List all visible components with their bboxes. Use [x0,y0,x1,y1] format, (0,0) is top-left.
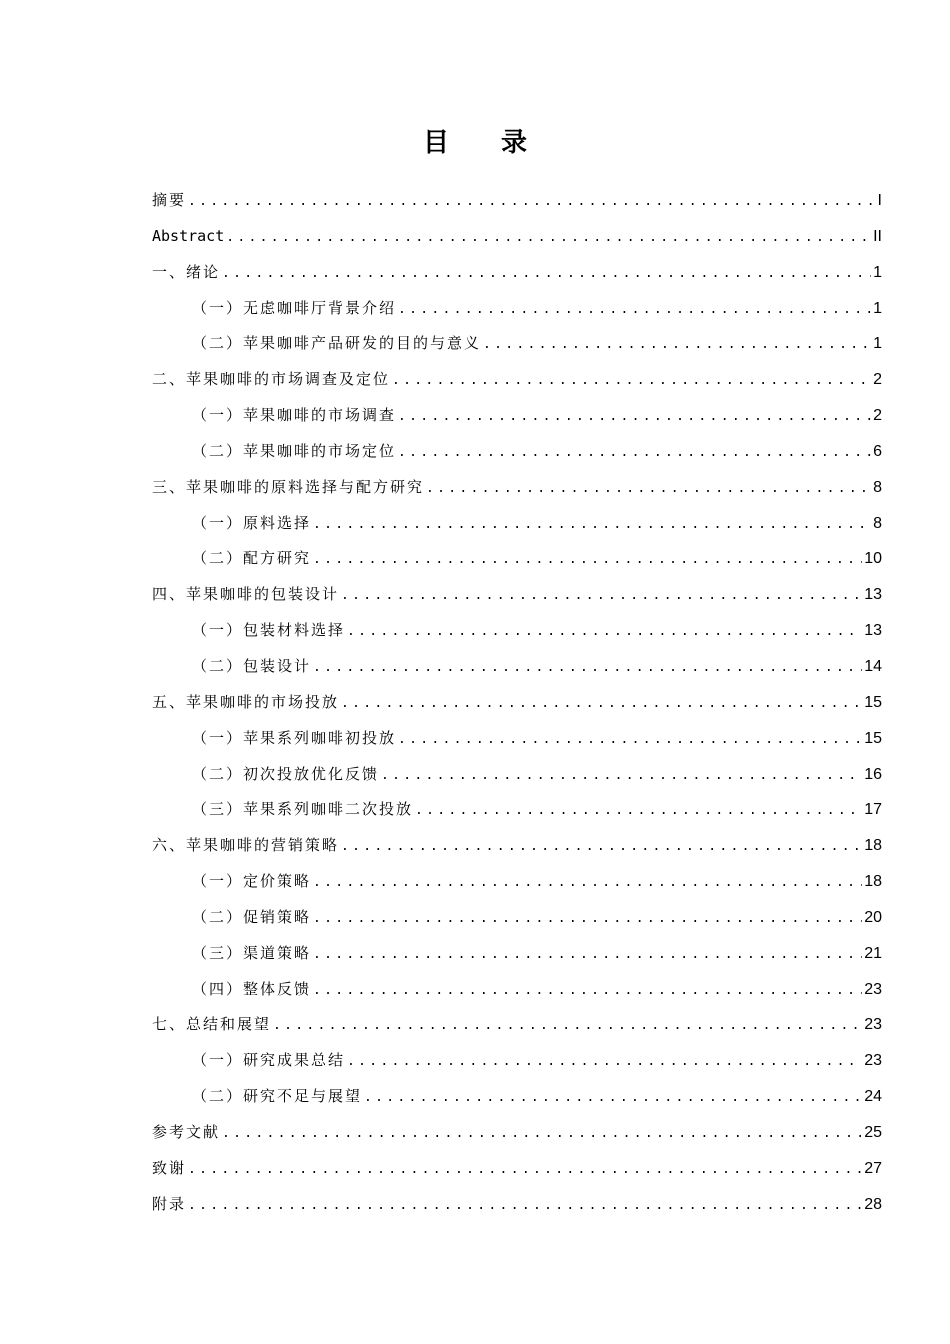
dot-leader [398,726,862,754]
toc-entry-page: 1 [873,335,882,353]
dot-leader [392,367,871,395]
toc-entry-label: （四）整体反馈 [192,979,312,998]
toc-entry-page: 21 [864,944,882,962]
dot-leader [313,869,862,897]
dot-leader [313,546,862,574]
toc-entry-section-5-2[interactable] [152,760,882,796]
toc-entry-page: 17 [864,801,882,819]
toc-entry-section-1-2[interactable] [152,329,882,365]
dot-leader [188,1192,862,1220]
toc-entry-page: 1 [873,263,882,281]
toc-entry-page: 18 [864,873,882,891]
toc-entry-page: 13 [864,622,882,640]
toc-entry-page: 23 [864,980,882,998]
dot-leader [347,1048,862,1076]
toc-entry-page: 18 [864,837,882,855]
table-of-contents [152,186,882,1225]
toc-entry-label: （二）促销策略 [192,907,312,926]
toc-entry-label: 致谢 [152,1158,187,1177]
toc-entry-section-3-1[interactable] [152,509,882,545]
toc-entry-label: 摘要 [152,191,187,209]
toc-entry-section-6-3[interactable] [152,939,882,975]
toc-entry-label: 二、苹果咖啡的市场调查及定位 [152,370,391,389]
toc-entry-label: 附录 [152,1194,187,1213]
dot-leader [313,941,862,969]
toc-entry-page: 2 [873,407,882,425]
toc-entry-page: 1 [873,299,882,317]
toc-entry-label: （二）苹果咖啡的市场定位 [192,441,397,460]
toc-entry-page: 8 [873,478,882,496]
page-title-char-2: 录 [501,128,528,158]
toc-entry-section-3-2[interactable] [152,544,882,580]
toc-entry-label: （三）苹果系列咖啡二次投放 [192,800,414,819]
dot-leader [398,439,871,467]
toc-entry-label: （二）研究不足与展望 [192,1087,363,1106]
dot-leader [222,1120,862,1148]
toc-entry-page: 27 [864,1159,882,1177]
toc-entry-label: 七、总结和展望 [152,1015,272,1034]
toc-entry-chapter-4[interactable] [152,580,882,616]
toc-entry-chapter-1[interactable] [152,258,882,294]
toc-entry-page: 6 [873,442,882,460]
toc-entry-label: （一）原料选择 [192,513,312,532]
toc-entry-section-5-3[interactable] [152,795,882,831]
dot-leader [347,618,862,646]
toc-entry-page: 23 [864,1016,882,1034]
toc-entry-section-6-4[interactable] [152,975,882,1011]
toc-entry-page: 15 [864,729,882,747]
toc-entry-section-1-1[interactable] [152,294,882,330]
toc-entry-page: II [873,227,882,245]
dot-leader [398,403,871,431]
dot-leader [222,260,871,288]
toc-entry-chapter-2[interactable] [152,365,882,401]
toc-entry-section-6-2[interactable] [152,903,882,939]
toc-entry-section-2-1[interactable] [152,401,882,437]
toc-entry-label: （一）研究成果总结 [192,1051,346,1070]
dot-leader [188,1156,862,1184]
toc-entry-label: （一）包装材料选择 [192,621,346,640]
toc-entry-page: 25 [864,1123,882,1141]
toc-entry-references[interactable] [152,1118,882,1154]
toc-entry-label: （二）包装设计 [192,656,312,675]
dot-leader [426,475,871,503]
dot-leader [341,582,862,610]
toc-entry-page: 2 [873,371,882,389]
toc-entry-abstract-cn[interactable] [152,186,882,222]
toc-entry-label: （一）定价策略 [192,872,312,891]
toc-entry-page: 13 [864,586,882,604]
dot-leader [341,690,862,718]
toc-entry-label: （一）无虑咖啡厅背景介绍 [192,298,397,317]
toc-entry-label: 一、绪论 [152,262,221,281]
dot-leader [313,977,862,1005]
toc-entry-acknowledgements[interactable] [152,1154,882,1190]
toc-entry-section-7-2[interactable] [152,1082,882,1118]
toc-entry-page: 24 [864,1088,882,1106]
toc-entry-label: （二）配方研究 [192,549,312,568]
toc-entry-page: 14 [864,657,882,675]
toc-entry-label: 五、苹果咖啡的市场投放 [152,692,340,711]
toc-entry-page: 8 [873,514,882,532]
toc-entry-label: （三）渠道策略 [192,943,312,962]
toc-entry-label: 参考文献 [152,1122,221,1141]
toc-entry-chapter-5[interactable] [152,688,882,724]
dot-leader [188,188,876,216]
dot-leader [364,1084,862,1112]
toc-entry-label: （二）苹果咖啡产品研发的目的与意义 [192,334,482,353]
toc-entry-chapter-3[interactable] [152,473,882,509]
dot-leader [313,654,862,682]
dot-leader [415,797,862,825]
dot-leader [273,1012,862,1040]
dot-leader [398,296,871,324]
toc-entry-section-6-1[interactable] [152,867,882,903]
toc-entry-page: 20 [864,908,882,926]
toc-entry-abstract-en[interactable] [152,222,882,258]
toc-entry-section-5-1[interactable] [152,724,882,760]
page-title-char-1: 目 [422,128,449,158]
toc-entry-label: 三、苹果咖啡的原料选择与配方研究 [152,477,425,496]
dot-leader [381,762,862,790]
toc-entry-section-7-1[interactable] [152,1046,882,1082]
dot-leader [226,224,871,252]
toc-entry-page: 15 [864,693,882,711]
toc-entry-label: 六、苹果咖啡的营销策略 [152,836,340,855]
toc-entry-label: 四、苹果咖啡的包装设计 [152,585,340,604]
toc-entry-section-4-1[interactable] [152,616,882,652]
dot-leader [313,905,862,933]
toc-entry-page: 10 [864,550,882,568]
toc-entry-appendix[interactable] [152,1190,882,1226]
page-title [0,122,950,159]
dot-leader [313,511,871,539]
dot-leader [483,331,871,359]
toc-entry-page: I [877,192,882,209]
toc-entry-chapter-6[interactable] [152,831,882,867]
toc-entry-label: （二）初次投放优化反馈 [192,764,380,783]
toc-entry-page: 28 [864,1195,882,1213]
toc-entry-section-4-2[interactable] [152,652,882,688]
toc-entry-label: Abstract [152,226,225,245]
toc-entry-section-2-2[interactable] [152,437,882,473]
toc-entry-label: （一）苹果系列咖啡初投放 [192,728,397,747]
dot-leader [341,833,862,861]
toc-entry-label: （一）苹果咖啡的市场调查 [192,406,397,425]
toc-entry-page: 16 [864,765,882,783]
toc-entry-page: 23 [864,1052,882,1070]
toc-entry-chapter-7[interactable] [152,1010,882,1046]
